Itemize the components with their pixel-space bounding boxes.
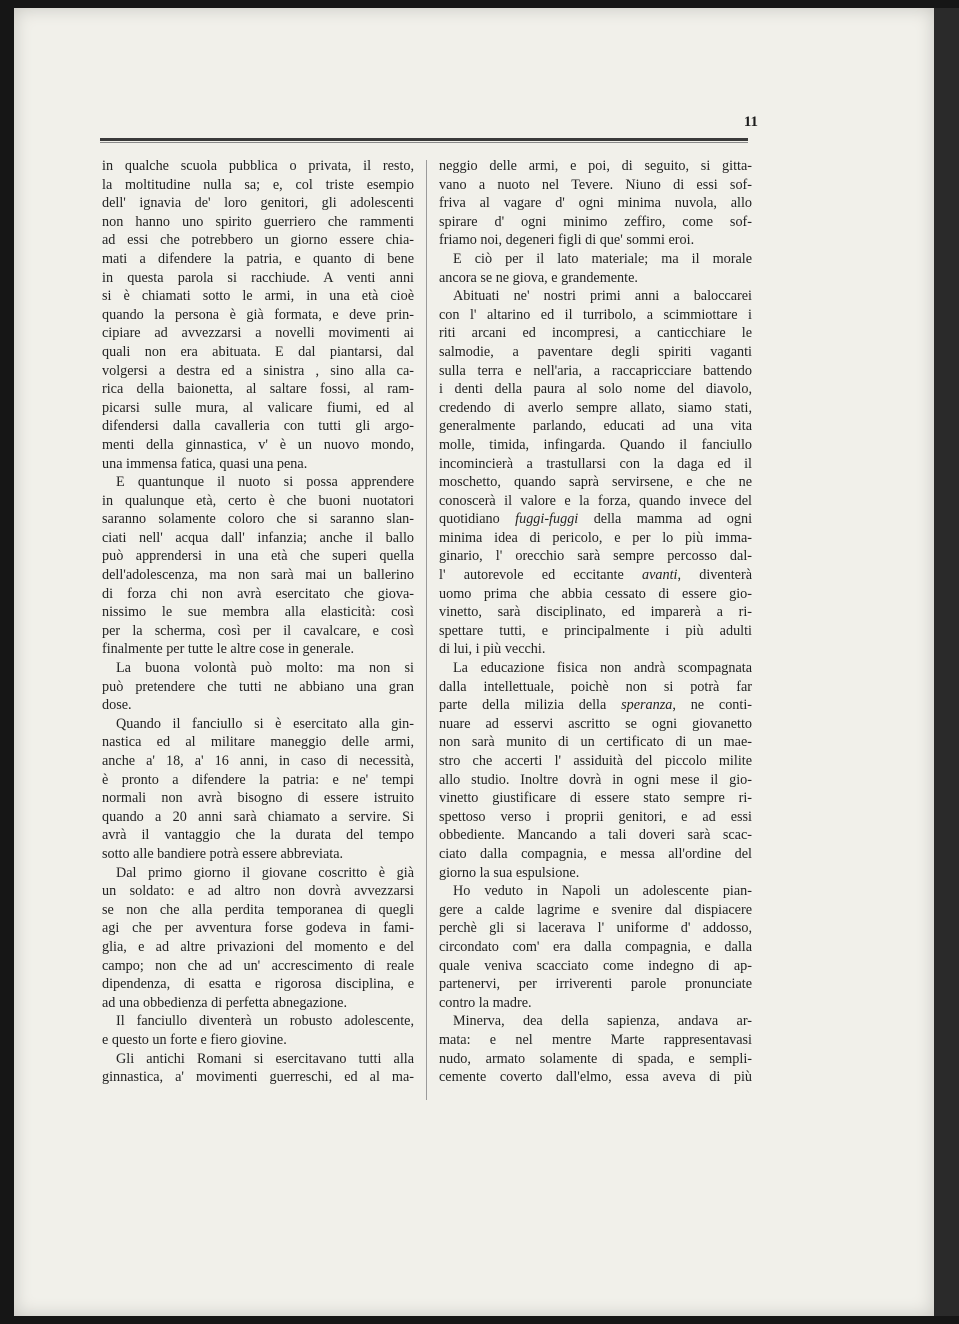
text-line: difendersi dalla cavalleria con tutti gli argo-: [102, 418, 414, 435]
text-line: moschetto, quando saprà servirsene, e che ne: [439, 474, 752, 491]
text-line: anche a' 18, a' 16 anni, in caso di necessità,: [102, 753, 414, 769]
text-line: La educazione fisica non andrà scompagnata: [453, 660, 752, 677]
text-line: in questa parola si racchiude. A venti anni: [102, 269, 414, 286]
text-line: ginario, l' orecchio sarà sempre percosso dal-: [439, 548, 752, 565]
text-line: i denti della paura al solo nome del diavolo,: [439, 381, 752, 398]
text-line: menti della ginnastica, v' è un nuovo mondo,: [102, 436, 414, 453]
text-line: in qualunque età, certo è che buoni nuotatori: [102, 492, 414, 509]
text-line: può apprendersi in una età che superi quella: [102, 548, 414, 565]
text-line: quotidiano fuggi-fuggi della mamma ad ogni: [439, 511, 752, 528]
text-line: friamo noi, degeneri figli di que' sommi eroi.: [439, 232, 695, 249]
text-line: spirare d' ogni minimo zeffiro, come sof-: [439, 213, 752, 230]
text-line: avrà il vantaggio che la durata del tempo: [102, 827, 414, 844]
text-line: saranno solamente coloro che si saranno slan-: [102, 511, 414, 528]
text-line: cemente coverto dall'elmo, essa aveva di più: [439, 1069, 752, 1086]
text-line: uomo prima che abbia cessato di essere gio-: [439, 585, 752, 602]
text-line: nastica ed al militare maneggio delle armi,: [102, 734, 414, 751]
header-rule-thin: [100, 142, 748, 143]
text-line: cipiare ad avvezzarsi a novelli movimenti ai: [102, 325, 414, 342]
text-line: parte della milizia della speranza, ne conti-: [439, 697, 752, 714]
text-line: la moltitudine nulla sa; e, col triste esempio: [102, 176, 414, 193]
text-line: spettoso verso i proprii genitori, e ad essi: [439, 808, 752, 825]
text-line: circondato com' era dalla compagnia, e dalla: [439, 938, 752, 955]
text-line: stro che accerti l' assiduità del piccolo milite: [439, 753, 752, 769]
text-line: ciati nell' acqua dall' infanzia; anche il ballo: [102, 529, 414, 546]
text-line: incomincierà a trastullarsi con la daga ed il: [439, 455, 752, 472]
text-line: ciato dalla compagnia, e messa all'ordine del: [439, 845, 752, 862]
text-line: nissimo le sue membra alla elasticità: così: [102, 604, 414, 621]
text-line: gere a calde lagrime e svenire dal dispiacere: [439, 901, 752, 918]
text-line: se non che alla perdita temporanea di quegli: [102, 901, 414, 918]
text-line: E quantunque il nuoto si possa apprendere: [116, 474, 414, 491]
text-line: picarsi sulle mura, al valicare fiumi, ed al: [102, 399, 414, 416]
text-line: sulla terra e nell'aria, a raccapricciare battendo: [439, 362, 752, 379]
text-line: vinetto, sarà disciplinato, ed imparerà a ri-: [439, 604, 752, 621]
text-line: obbediente. Mancando a tali doveri sarà scac-: [439, 827, 752, 844]
text-line: dose.: [102, 697, 132, 714]
text-line: finalmente per tutte le altre cose in generale.: [102, 641, 355, 658]
text-line: Dal primo giorno il giovane coscritto è già: [116, 864, 414, 881]
text-line: friva al vagare d' ogni minima nuvola, allo: [439, 195, 752, 212]
text-line: glia, e ad altre privazioni del momento e del: [102, 938, 414, 955]
text-line: minima idea di pericolo, e per lo più imma-: [439, 529, 752, 546]
text-line: perchè gli si lacerava l' uniforme d' addosso,: [439, 920, 752, 937]
text-line: ancora se ne giova, e grandemente.: [439, 269, 638, 286]
text-line: molle, timida, infingarda. Quando il fanciullo: [439, 436, 752, 453]
text-line: ad una obbedienza di perfetta abnegazione.: [102, 994, 348, 1011]
text-line: dell'adolescenza, ma non sarà mai un ballerino: [102, 567, 414, 584]
text-line: vinetto giustificare di essere stato sempre ri-: [439, 790, 752, 807]
text-line: nuare ad esservi ascritto se ogni giovanetto: [439, 715, 752, 732]
text-line: con l' altarino ed il turribolo, a scimmiottare i: [439, 306, 752, 323]
text-line: non hanno uno spirito guerriero che rammenti: [102, 213, 414, 230]
text-line: si è chiamati sotto le armi, in una età cioè: [102, 288, 414, 305]
text-line: quali non era abituata. E dal piantarsi, dal: [102, 343, 414, 360]
text-line: generalmente parlando, educati ad una vita: [439, 418, 752, 435]
text-line: ginnastica, a' movimenti guerreschi, ed al ma-: [102, 1069, 414, 1086]
text-line: mata: e nel mentre Marte rappresentavasi: [439, 1031, 752, 1048]
text-line: riti arcani ed incompresi, a canticchiare le: [439, 325, 752, 342]
text-line: ad essi che potrebbero un giorno essere chia-: [102, 232, 414, 249]
text-line: salmodie, a paventare degli spiriti vaganti: [439, 343, 752, 360]
text-line: vano a nuoto nel Tevere. Niuno di essi sof-: [439, 176, 752, 193]
header-rule: [100, 138, 748, 141]
text-line: Ho veduto in Napoli un adolescente pian-: [453, 883, 752, 900]
text-line: di lui, i più vecchi.: [439, 641, 546, 658]
text-line: dell' ignavia de' loro genitori, gli adolescenti: [102, 195, 414, 212]
text-line: quando la persona è già formata, e deve prin-: [102, 306, 414, 323]
text-line: normali non avrà bisogno di essere istruito: [102, 790, 414, 807]
text-line: Abituati ne' nostri primi anni a baloccarei: [453, 288, 752, 305]
text-line: conoscerà il valore e la forza, quando invece del: [439, 492, 752, 509]
text-line: è pronto a difendere la patria: e ne' tempi: [102, 771, 414, 788]
text-line: rica della baionetta, al saltare fossi, al ram-: [102, 381, 414, 398]
text-line: in qualche scuola pubblica o privata, il resto,: [102, 158, 414, 174]
column-divider: [426, 160, 427, 1100]
text-line: dalla intellettuale, poichè non si potrà far: [439, 678, 752, 695]
text-line: contro la madre.: [439, 994, 532, 1011]
text-line: un soldato: e ad altro non dovrà avvezzarsi: [102, 883, 414, 900]
page-number: 11: [743, 114, 758, 130]
text-line: di forza chi non avrà esercitato che giova-: [102, 585, 414, 602]
text-line: credendo di averlo sempre allato, siamo stati,: [439, 399, 752, 416]
text-line: Gli antichi Romani si esercitavano tutti alla: [116, 1050, 414, 1067]
text-line: e questo un forte e fiero giovine.: [102, 1031, 287, 1048]
text-line: Minerva, dea della sapienza, andava ar-: [453, 1013, 752, 1030]
text-line: per la scherma, così per il cavalcare, e così: [102, 622, 414, 639]
text-line: nudo, armato solamente di spada, e sempli-: [439, 1050, 752, 1067]
text-line: E ciò per il lato materiale; ma il morale: [453, 250, 752, 267]
text-line: agi che per avventura forse godeva in fami-: [102, 920, 414, 937]
text-line: giorno la sua espulsione.: [439, 864, 580, 881]
text-line: partenervi, per irriverenti parole pronunciate: [439, 976, 752, 993]
text-line: dipendenza, di esatta e rigorosa disciplina, e: [102, 976, 414, 993]
text-line: una immensa fatica, quasi una pena.: [102, 455, 308, 472]
text-line: La buona volontà può molto: ma non si: [116, 660, 414, 677]
left-column: [102, 157, 414, 1087]
text-line: sotto alle bandiere potrà essere abbreviata.: [102, 845, 344, 862]
text-line: non sarà munito di un certificato di un mae-: [439, 734, 752, 751]
text-line: mati a difendere la patria, e quanto di bene: [102, 250, 414, 267]
text-line: quando a 20 anni sarà chiamato a servire. Si: [102, 808, 414, 825]
scan-edge: [934, 8, 959, 1316]
text-line: Quando il fanciullo si è esercitato alla gin-: [116, 715, 414, 732]
text-line: volgersi a destra ed a sinistra , sino alla ca-: [102, 362, 414, 379]
text-line: l' autorevole ed eccitante avanti, diventerà: [439, 567, 752, 584]
text-line: campo; non che ad un' accrescimento di reale: [102, 957, 414, 974]
text-line: neggio delle armi, e poi, di seguito, si gitta-: [439, 158, 752, 174]
text-line: quale veniva scacciato come indegno di ap-: [439, 957, 752, 974]
text-line: allo studio. Inoltre dovrà in ogni mese il gio-: [439, 771, 752, 788]
text-line: Il fanciullo diventerà un robusto adolescente,: [116, 1013, 414, 1030]
right-column: [439, 157, 752, 1087]
text-line: spettare tutti, e principalmente i più adulti: [439, 622, 752, 639]
text-line: può pretendere che tutti ne abbiano una gran: [102, 678, 414, 695]
